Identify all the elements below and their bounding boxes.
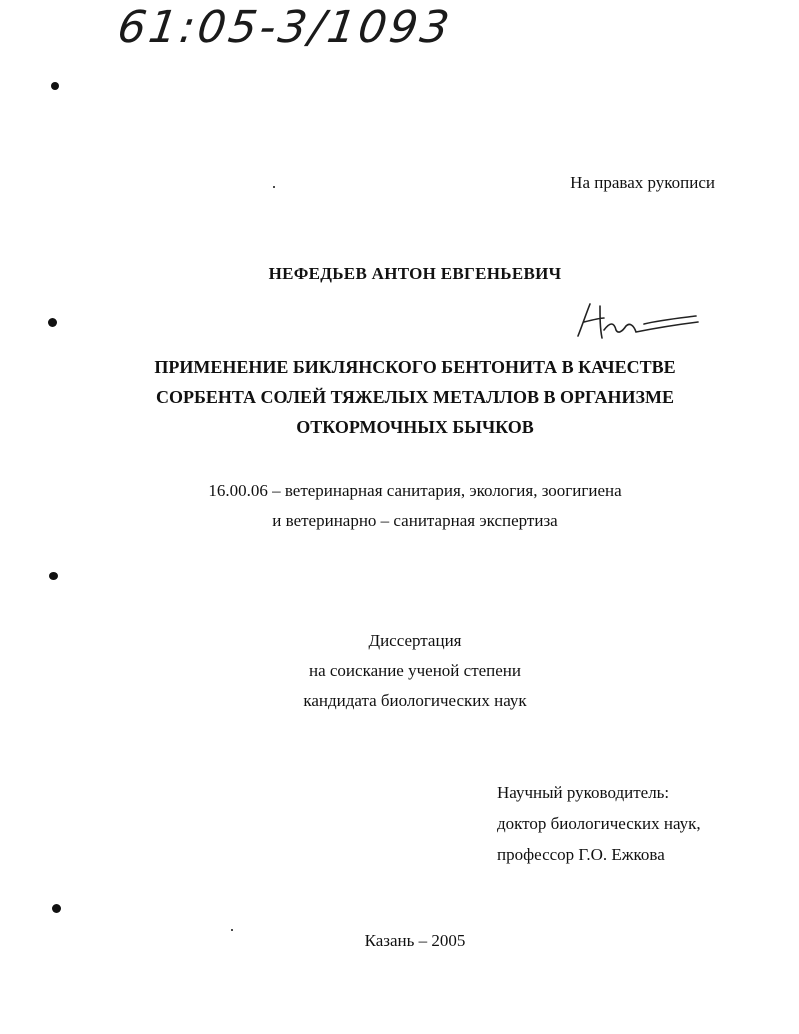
scan-dot — [52, 904, 61, 913]
author-name: НЕФЕДЬЕВ АНТОН ЕВГЕНЬЕВИЧ — [268, 264, 562, 283]
scan-dot — [48, 318, 57, 327]
supervisor-line: доктор биологических наук, — [497, 814, 701, 833]
degree-line: Диссертация — [368, 631, 462, 650]
degree-line: на соискание ученой степени — [308, 661, 522, 680]
supervisor-line: Научный руководитель: — [497, 783, 670, 802]
signature — [570, 296, 710, 349]
supervisor-line: профессор Г.О. Ежкова — [497, 845, 665, 864]
supervisor-block — [497, 777, 701, 870]
scan-dot — [51, 82, 59, 90]
title-line: СОРБЕНТА СОЛЕЙ ТЯЖЕЛЫХ МЕТАЛЛОВ В ОРГАНИЗМЕ — [156, 387, 674, 407]
specialty-line: 16.00.06 – ветеринарная санитария, экология, зоогигиена — [208, 481, 622, 500]
degree-line: кандидата биологических наук — [303, 691, 527, 710]
place-year: Казань – 2005 — [364, 931, 466, 950]
degree-block — [0, 626, 799, 716]
rights-note: На правах рукописи — [570, 173, 715, 192]
specialty-line: и ветеринарно – санитарная экспертиза — [272, 511, 558, 530]
archive-code: 61:05-3/1093 — [114, 2, 456, 53]
title-line: ОТКОРМОЧНЫХ БЫЧКОВ — [296, 417, 534, 437]
dissertation-title — [0, 352, 799, 442]
specialty — [0, 476, 799, 536]
scan-dot — [49, 572, 58, 580]
title-line: ПРИМЕНЕНИЕ БИКЛЯНСКОГО БЕНТОНИТА В КАЧЕСТВЕ — [154, 357, 676, 377]
scan-dot — [273, 186, 275, 188]
